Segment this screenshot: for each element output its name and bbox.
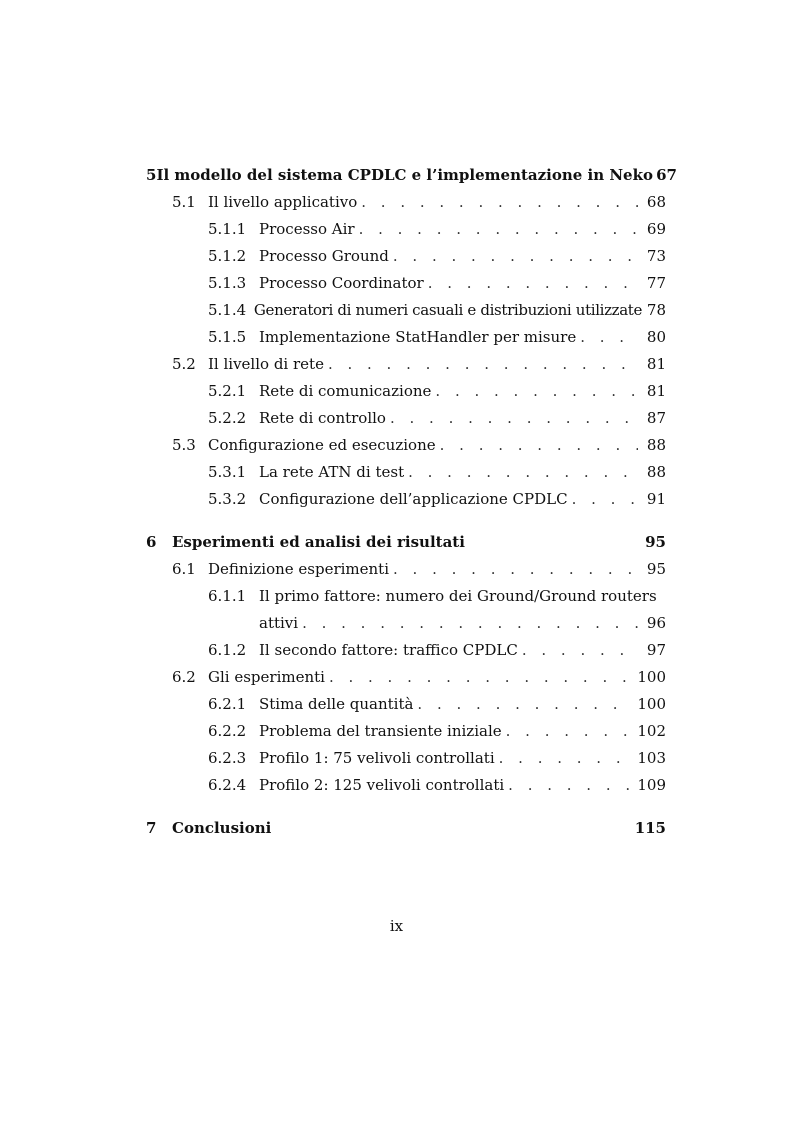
page-ref: 88 <box>646 463 666 481</box>
page-ref: 115 <box>634 819 666 837</box>
page-ref: 88 <box>646 436 666 454</box>
chapter-number: 6 <box>146 533 157 551</box>
page-ref: 77 <box>646 274 666 292</box>
subsection-title: Rete di comunicazione <box>259 382 432 400</box>
toc-subsection-6-1-2[interactable] <box>146 637 666 664</box>
subsection-number: 6.2.4 <box>208 776 247 794</box>
page-ref: 109 <box>637 776 666 794</box>
toc-subsection-6-2-1[interactable] <box>146 691 666 718</box>
chapter-number: 7 <box>146 819 157 837</box>
leader-dots <box>440 432 638 459</box>
page-ref: 78 <box>646 301 666 319</box>
toc-chapter-7[interactable] <box>146 815 666 842</box>
leader-dots <box>572 486 638 513</box>
toc-chapter-5[interactable] <box>146 162 677 189</box>
toc-section-6-2[interactable] <box>146 664 666 691</box>
toc-subsection-5-3-2[interactable] <box>146 486 666 513</box>
subsection-number: 6.2.3 <box>208 749 247 767</box>
page-ref: 96 <box>646 614 666 632</box>
page-ref: 81 <box>646 382 666 400</box>
page-ref: 87 <box>646 409 666 427</box>
table-of-contents <box>146 162 677 842</box>
toc-subsection-6-2-2[interactable] <box>146 718 666 745</box>
page-ref: 95 <box>645 533 666 551</box>
toc-subsection-6-2-3[interactable] <box>146 745 666 772</box>
page-ref: 95 <box>646 560 666 578</box>
subsection-title: Profilo 2: 125 velivoli controllati <box>259 776 505 794</box>
leader-dots <box>302 610 638 637</box>
chapter-number: 5 <box>146 166 157 184</box>
subsection-number: 5.2.2 <box>208 409 247 427</box>
section-number: 5.1 <box>172 193 196 211</box>
subsection-title: Rete di controllo <box>259 409 386 427</box>
subsection-number: 6.2.1 <box>208 695 247 713</box>
toc-subsection-5-1-4[interactable] <box>146 297 666 324</box>
subsection-title: La rete ATN di test <box>259 463 405 481</box>
subsection-title: Stima delle quantità <box>259 695 414 713</box>
section-title: Definizione esperimenti <box>208 560 390 578</box>
subsection-title: Il primo fattore: numero dei Ground/Ground routers <box>259 587 657 605</box>
section-title: Gli esperimenti <box>208 668 325 686</box>
subsection-number: 5.1.5 <box>208 328 247 346</box>
toc-subsection-5-1-2[interactable] <box>146 243 666 270</box>
page-ref: 73 <box>646 247 666 265</box>
subsection-number: 5.2.1 <box>208 382 247 400</box>
toc-subsection-5-2-1[interactable] <box>146 378 666 405</box>
page-ref: 68 <box>646 193 666 211</box>
leader-dots <box>408 459 638 486</box>
leader-dots <box>506 718 634 745</box>
subsection-number: 5.3.2 <box>208 490 247 508</box>
toc-subsection-5-2-2[interactable] <box>146 405 666 432</box>
leader-dots <box>580 324 638 351</box>
toc-subsection-5-1-5[interactable] <box>146 324 666 351</box>
page-ref: 102 <box>637 722 666 740</box>
subsection-number: 5.1.3 <box>208 274 247 292</box>
leader-dots <box>328 351 638 378</box>
subsection-title: Il secondo fattore: traffico CPDLC <box>259 641 518 659</box>
page-ref: 91 <box>646 490 666 508</box>
subsection-title: Processo Air <box>259 220 355 238</box>
section-number: 5.3 <box>172 436 196 454</box>
page-ref: 103 <box>637 749 666 767</box>
toc-subsection-6-1-1-continued[interactable] <box>146 610 666 637</box>
subsection-number: 5.1.1 <box>208 220 247 238</box>
section-title: Il livello applicativo <box>208 193 358 211</box>
section-number: 6.1 <box>172 560 196 578</box>
leader-dots <box>393 243 638 270</box>
leader-dots <box>393 556 638 583</box>
subsection-number: 6.2.2 <box>208 722 247 740</box>
toc-section-5-2[interactable] <box>146 351 666 378</box>
section-number: 6.2 <box>172 668 196 686</box>
page-ref: 67 <box>656 166 677 184</box>
section-title: Configurazione ed esecuzione <box>208 436 436 454</box>
leader-dots <box>359 216 638 243</box>
page-ref: 80 <box>646 328 666 346</box>
page-number: ix <box>389 917 404 935</box>
leader-dots <box>361 189 638 216</box>
chapter-title: Conclusioni <box>172 819 272 837</box>
chapter-title: Esperimenti ed analisi dei risultati <box>172 533 465 551</box>
subsection-title: Problema del transiente iniziale <box>259 722 502 740</box>
page-ref: 100 <box>637 695 666 713</box>
page-ref: 81 <box>646 355 666 373</box>
subsection-title: Generatori di numeri casuali e distribuzioni utilizzate <box>253 301 642 319</box>
toc-chapter-6[interactable] <box>146 529 666 556</box>
subsection-number: 5.3.1 <box>208 463 247 481</box>
subsection-number: 5.1.4 <box>208 301 247 319</box>
subsection-title: Processo Ground <box>259 247 389 265</box>
toc-subsection-5-1-3[interactable] <box>146 270 666 297</box>
leader-dots <box>428 270 638 297</box>
leader-dots <box>508 772 633 799</box>
leader-dots <box>499 745 634 772</box>
leader-dots <box>522 637 638 664</box>
toc-subsection-5-1-1[interactable] <box>146 216 666 243</box>
toc-subsection-6-2-4[interactable] <box>146 772 666 799</box>
page-ref: 97 <box>646 641 666 659</box>
toc-subsection-5-3-1[interactable] <box>146 459 666 486</box>
leader-dots <box>435 378 638 405</box>
chapter-title: Il modello del sistema CPDLC e l’implementazione in Neko <box>156 166 653 184</box>
leader-dots <box>390 405 638 432</box>
section-title: Il livello di rete <box>208 355 324 373</box>
toc-section-5-3[interactable] <box>146 432 666 459</box>
toc-subsection-6-1-1[interactable] <box>146 583 666 610</box>
toc-section-5-1[interactable] <box>146 189 666 216</box>
subsection-number: 6.1.2 <box>208 641 247 659</box>
section-number: 5.2 <box>172 355 196 373</box>
subsection-number: 6.1.1 <box>208 587 247 605</box>
subsection-title: Configurazione dell’applicazione CPDLC <box>259 490 568 508</box>
leader-dots <box>329 664 633 691</box>
subsection-number: 5.1.2 <box>208 247 247 265</box>
subsection-title: Profilo 1: 75 velivoli controllati <box>259 749 495 767</box>
page-ref: 69 <box>646 220 666 238</box>
subsection-title: Processo Coordinator <box>259 274 424 292</box>
subsection-title-continued: attivi <box>259 614 299 632</box>
subsection-title: Implementazione StatHandler per misure <box>259 328 577 346</box>
leader-dots <box>417 691 633 718</box>
page-ref: 100 <box>637 668 666 686</box>
toc-section-6-1[interactable] <box>146 556 666 583</box>
